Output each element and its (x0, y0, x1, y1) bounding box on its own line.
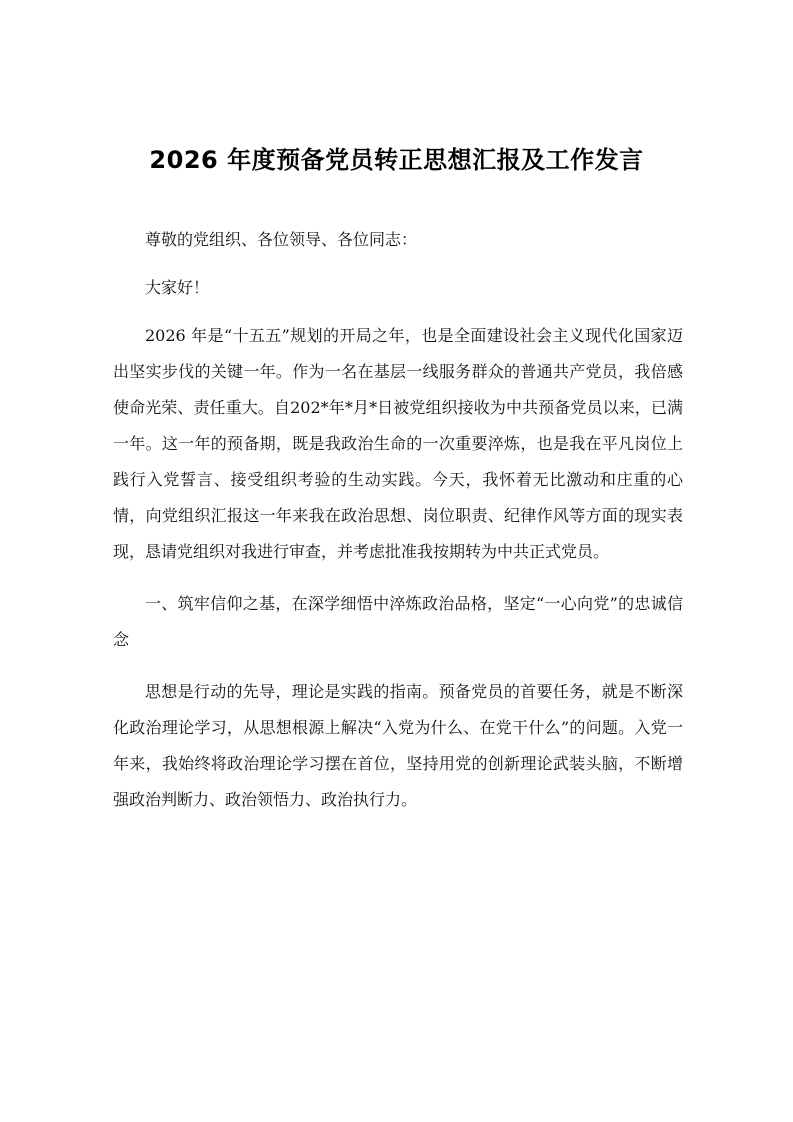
body-paragraph: 思想是行动的先导，理论是实践的指南。预备党员的首要任务，就是不断深化政治理论学习，从思想根源上解决“入党为什么、在党干什么”的问题。入党一年来，我始终将政治理论学习摆在首位，坚持用党的创新理论武装头脑，不断增强政治判断力、政治领悟力、政治执行力。 (113, 682, 683, 809)
document-body (113, 222, 683, 834)
section-heading: 一、筑牢信仰之基，在深学细悟中淬炼政治品格，坚定“一心向党”的忠诚信念 (113, 594, 683, 649)
document-title: 2026 年度预备党员转正思想汇报及工作发言 (149, 146, 644, 174)
greeting: 大家好！ (145, 278, 210, 297)
salutation: 尊敬的党组织、各位领导、各位同志： (145, 230, 418, 249)
intro-paragraph: 2026 年是“十五五”规划的开局之年，也是全面建设社会主义现代化国家迈出坚实步伐的关键一年。作为一名在基层一线服务群众的普通共产党员，我倍感使命光荣、责任重大。自202*年*月*日被党组织接收为中共预备党员以来，已满一年。这一年的预备期，既是我政治生命的一次重要淬炼，也是我在平凡岗位上践行入党誓言、接受组织考验的生动实践。今天，我怀着无比激动和庄重的心情，向党组织汇报这一年来我在政治思想、岗位职责、纪律作风等方面的现实表现，恳请党组织对我进行审查，并考虑批准我按期转为中共正式党员。 (113, 326, 683, 561)
